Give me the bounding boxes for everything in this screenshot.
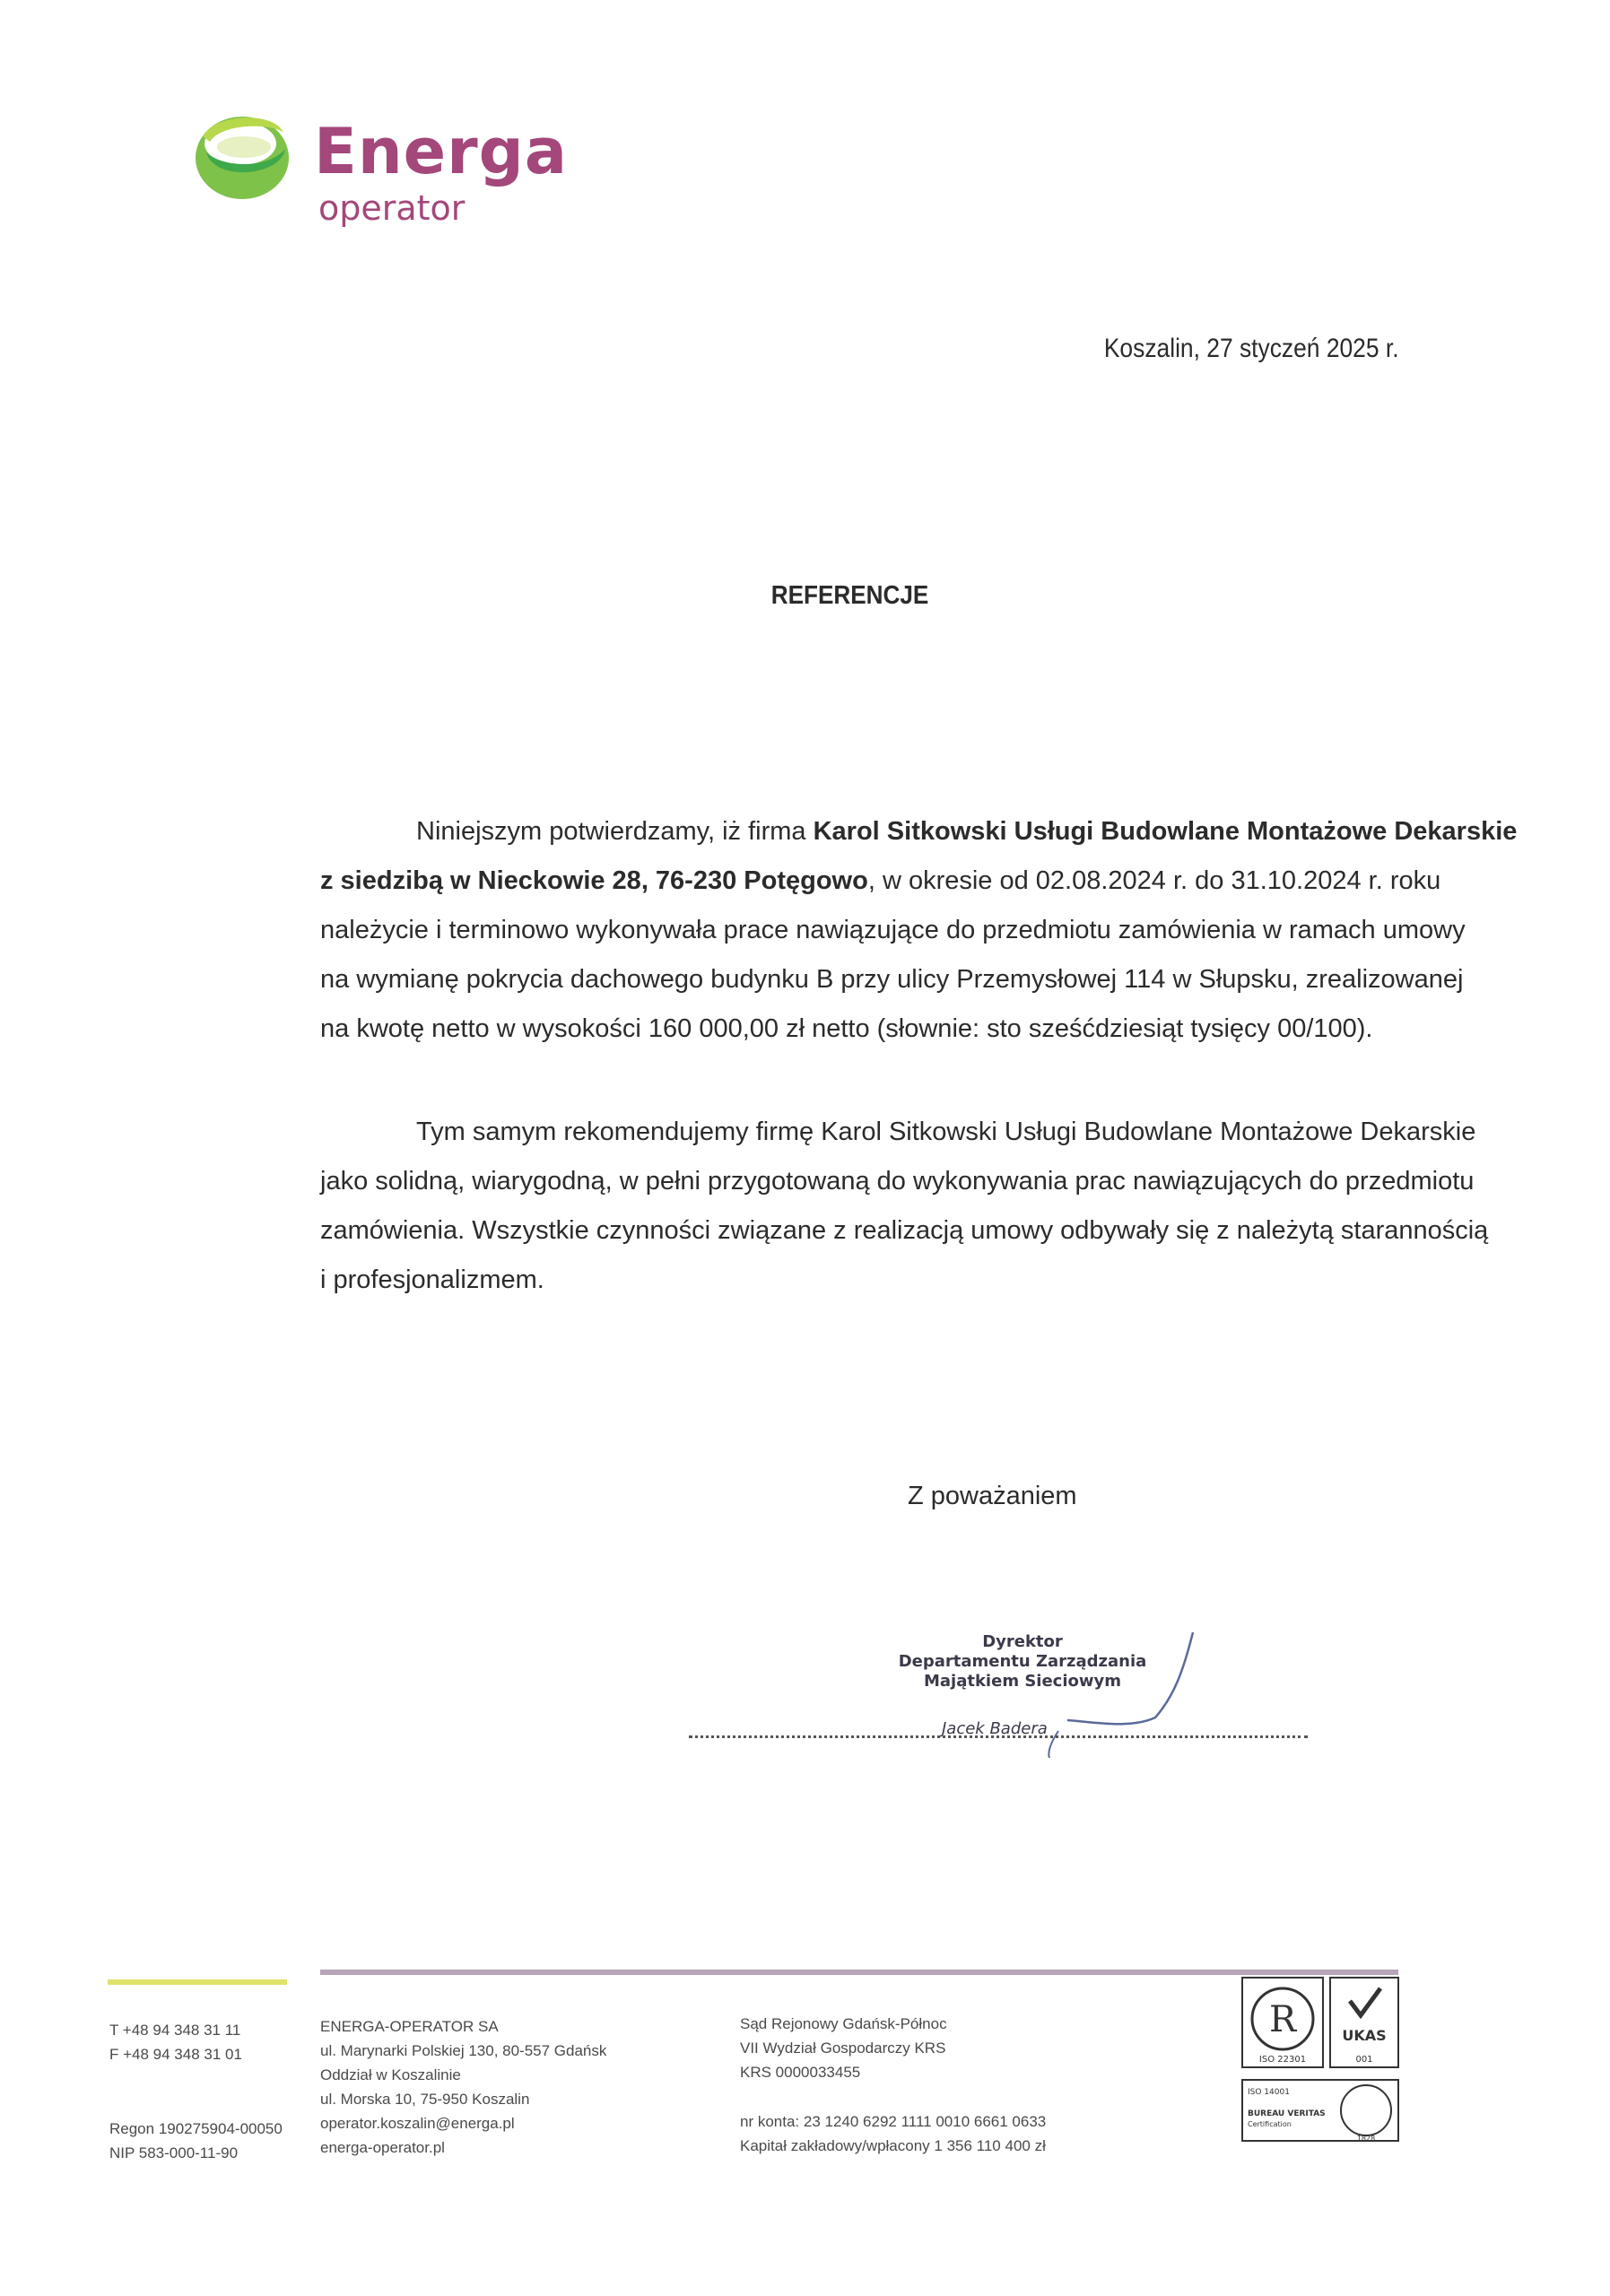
stamp-position: Dyrektor	[982, 1632, 1063, 1651]
footer-nip: NIP 583-000-11-90	[109, 2144, 239, 2161]
brand-subtitle: operator	[318, 188, 466, 228]
footer-divider-purple	[320, 1970, 1398, 1975]
bureau-veritas-sub: Certification	[1248, 2120, 1292, 2128]
footer-account: nr konta: 23 1240 6292 1111 0010 6661 0633	[740, 2113, 1047, 2130]
footer-ids	[109, 2117, 283, 2165]
para1-line-2	[320, 857, 1441, 906]
para2-line-2: jako solidną, wiarygodną, w pełni przygotowaną do wykonywania prac nawiązujących do przedmiotu	[320, 1167, 1475, 1196]
para2-line-3: zamówienia. Wszystkie czynności związane z realizacją umowy odbywały się z należytą starannością	[320, 1216, 1489, 1245]
footer-krs: KRS 0000033455	[740, 2064, 861, 2081]
closing-greeting: Z poważaniem	[908, 1482, 1077, 1510]
footer-phone: T +48 94 348 31 11	[109, 2022, 241, 2039]
paragraph-1	[320, 807, 1518, 1054]
ukas-label: UKAS	[1342, 2027, 1387, 2044]
footer-capital: Kapitał zakładowy/wpłacony 1 356 110 400 zł	[740, 2137, 1046, 2154]
stamp-department-line-1: Departamentu Zarządzania	[898, 1652, 1147, 1671]
para1-line-5: na kwotę netto w wysokości 160 000,00 zł netto (słownie: sto sześćdziesiąt tysięcy 00/100).	[320, 1014, 1373, 1043]
stamp-department-line-2: Majątkiem Sieciowym	[923, 1672, 1122, 1691]
para1-line-3: należycie i terminowo wykonywała prace nawiązujące do przedmiotu zamówienia w ramach umowy	[320, 916, 1466, 944]
footer-company-name: ENERGA-OPERATOR SA	[320, 2018, 499, 2035]
para1-line-1-text: Niniejszym potwierdzamy, iż firma	[416, 817, 814, 846]
footer-court: Sąd Rejonowy Gdańsk-Północ	[740, 2015, 947, 2032]
bureau-veritas-seal-icon	[1341, 2085, 1391, 2135]
footer-company	[320, 2014, 606, 2160]
ukas-crown-icon	[1350, 1988, 1380, 2015]
iso-14001-label: ISO 14001	[1248, 2088, 1290, 2097]
footer-address-branch: ul. Morska 10, 75-950 Koszalin	[320, 2091, 530, 2108]
signature-dotted-line	[689, 1734, 1308, 1738]
footer-court-division: VII Wydział Gospodarczy KRS	[740, 2039, 946, 2057]
svg-text:R: R	[1268, 1999, 1297, 2040]
paragraph-2	[320, 1108, 1489, 1305]
footer-fax: F +48 94 348 31 01	[109, 2046, 242, 2063]
footer-registry	[740, 2012, 947, 2084]
para1-line-4: na wymianę pokrycia dachowego budynku B przy ulicy Przemysłowej 114 w Słupsku, zrealizowanej	[320, 965, 1464, 994]
bureau-veritas-label: BUREAU VERITAS	[1248, 2109, 1326, 2118]
para1-line-1	[320, 807, 1518, 857]
para2-line-1: Tym samym rekomendujemy firmę Karol Sitkowski Usługi Budowlane Montażowe Dekarskie	[416, 1118, 1476, 1146]
signature-stamp	[834, 1632, 1211, 1692]
certification-logos	[1240, 1976, 1402, 2146]
para1-line-2-text: , w okresie od 02.08.2024 r. do 31.10.2024 r. roku	[867, 866, 1441, 895]
footer-branch: Oddział w Koszalinie	[320, 2066, 461, 2083]
footer-divider-green	[108, 1979, 287, 1985]
footer-address-hq: ul. Marynarki Polskiej 130, 80-557 Gdańsk	[320, 2042, 607, 2059]
footer-email: operator.koszalin@energa.pl	[320, 2115, 515, 2132]
para2-line-4: i profesjonalizmem.	[320, 1265, 544, 1294]
iso-22301-label: ISO 22301	[1258, 2055, 1307, 2065]
signatory-name: Jacek Badera	[942, 1719, 1048, 1738]
company-address-bold: z siedzibą w Nieckowie 28, 76-230 Potęgowo	[320, 866, 868, 895]
energa-logo-mark	[188, 106, 296, 204]
letter-title-text: REFERENCJE	[770, 581, 929, 610]
footer-finance	[740, 2109, 1046, 2158]
ukas-number: 001	[1355, 2055, 1373, 2065]
company-logo	[188, 106, 568, 240]
footer-regon: Regon 190275904-00050	[109, 2120, 283, 2137]
brand-name: Energa	[314, 115, 568, 188]
bureau-veritas-year: 1828	[1356, 2135, 1376, 2143]
footer-website: energa-operator.pl	[320, 2139, 445, 2156]
company-name-bold: Karol Sitkowski Usługi Budowlane Montażowe Dekarskie	[813, 817, 1518, 846]
letter-title	[0, 581, 1610, 611]
letter-date: Koszalin, 27 styczeń 2025 r.	[1104, 334, 1399, 363]
footer-contact	[109, 2018, 242, 2066]
